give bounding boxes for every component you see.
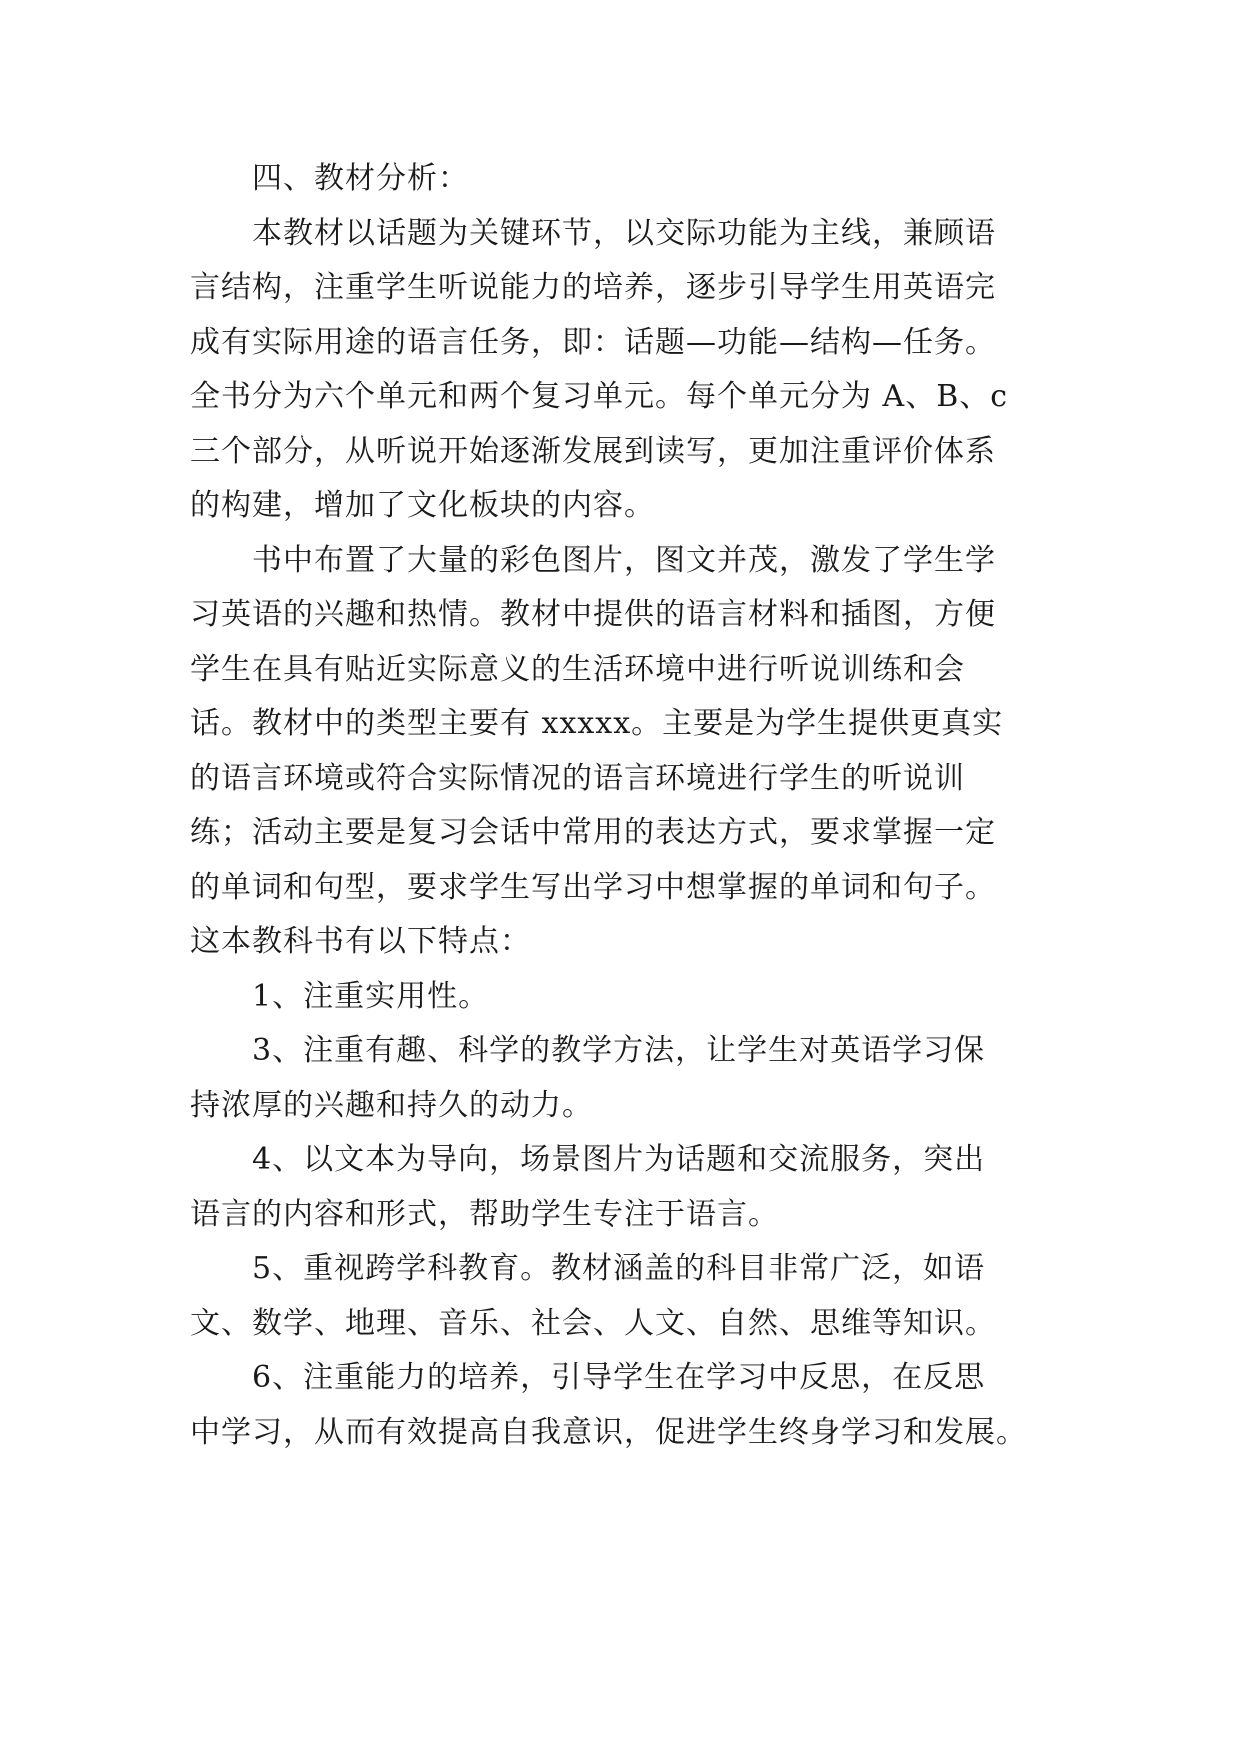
paragraph-line: 全书分为六个单元和两个复习单元。每个单元分为 A、B、c bbox=[190, 379, 1009, 414]
paragraph-line: 这本教科书有以下特点： bbox=[190, 924, 531, 959]
paragraph-line: 的构建，增加了文化板块的内容。 bbox=[190, 488, 655, 523]
paragraph-line: 的语言环境或符合实际情况的语言环境进行学生的听说训 bbox=[190, 760, 965, 796]
paragraph-line: 言结构，注重学生听说能力的培养，逐步引导学生用英语完 bbox=[190, 270, 996, 305]
list-item: 1、注重实用性。 bbox=[252, 978, 490, 1014]
list-item: 5、重视跨学科教育。教材涵盖的科目非常广泛，如语 bbox=[252, 1251, 986, 1286]
document-body bbox=[190, 152, 1058, 1460]
list-item: 6、注重能力的培养，引导学生在学习中反思，在反思 bbox=[252, 1360, 986, 1395]
list-item-continuation: 持浓厚的兴趣和持久的动力。 bbox=[190, 1087, 593, 1123]
list-item: 3、注重有趣、科学的教学方法，让学生对英语学习保 bbox=[252, 1033, 986, 1068]
list-item-continuation: 语言的内容和形式，帮助学生专注于语言。 bbox=[190, 1196, 779, 1232]
paragraph-line: 话。教材中的类型主要有 xxxxx。主要是为学生提供更真实 bbox=[190, 706, 1004, 741]
paragraph-line: 成有实际用途的语言任务，即：话题—功能—结构—任务。 bbox=[190, 324, 996, 360]
paragraph-line: 本教材以话题为关键环节，以交际功能为主线，兼顾语 bbox=[252, 215, 996, 251]
list-item: 4、以文本为导向，场景图片为话题和交流服务，突出 bbox=[252, 1142, 986, 1177]
paragraph-line: 学生在具有贴近实际意义的生活环境中进行听说训练和会 bbox=[190, 651, 965, 687]
paragraph-line: 练；活动主要是复习会话中常用的表达方式，要求掌握一定 bbox=[190, 815, 996, 850]
paragraph-line: 书中布置了大量的彩色图片，图文并茂，激发了学生学 bbox=[252, 542, 996, 578]
list-item-continuation: 文、数学、地理、音乐、社会、人文、自然、思维等知识。 bbox=[190, 1305, 996, 1341]
paragraph-line: 习英语的兴趣和热情。教材中提供的语言材料和插图，方便 bbox=[190, 597, 996, 632]
list-item-continuation: 中学习，从而有效提高自我意识，促进学生终身学习和发展。 bbox=[190, 1414, 1027, 1450]
section-heading: 四、教材分析： bbox=[252, 161, 469, 196]
paragraph-line: 三个部分，从听说开始逐渐发展到读写，更加注重评价体系 bbox=[190, 433, 996, 469]
paragraph-line: 的单词和句型，要求学生写出学习中想掌握的单词和句子。 bbox=[190, 869, 996, 905]
